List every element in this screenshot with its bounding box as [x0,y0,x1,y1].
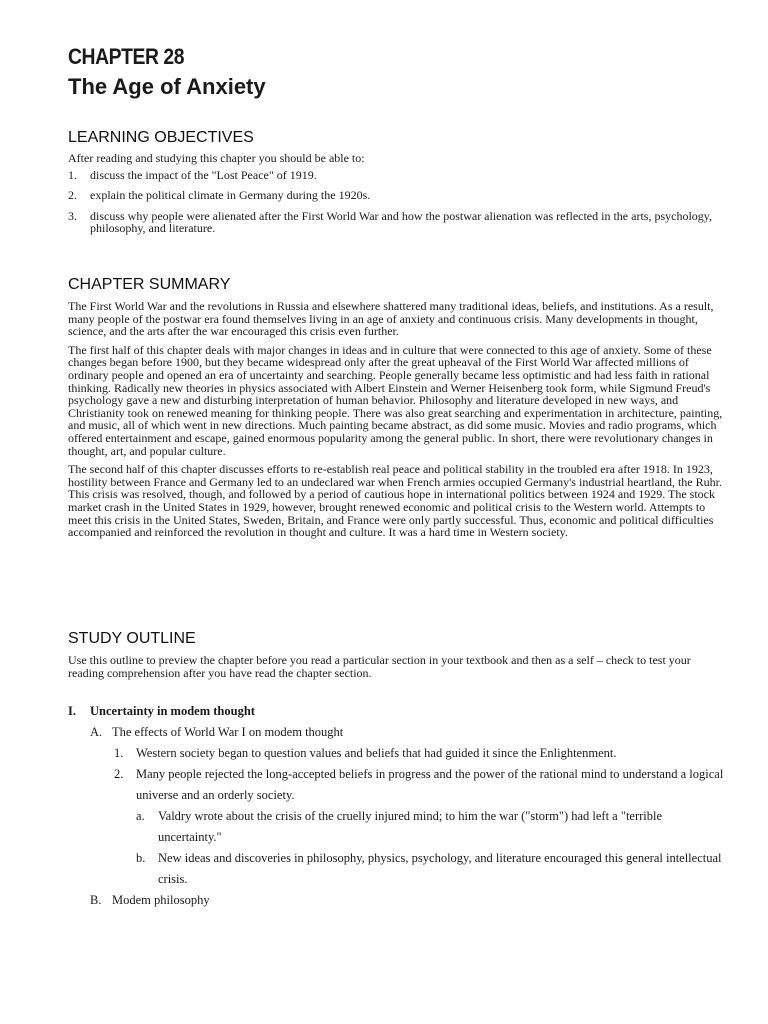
outline-list [68,701,728,911]
outline-item [68,701,728,722]
study-outline-section [68,630,728,911]
objective-number: 1. [68,167,77,182]
outline-marker: b. [136,851,146,866]
outline-item [68,764,728,806]
objective-item [68,169,728,182]
outline-text: The effects of World War I on modem thought [112,725,344,740]
outline-text: Many people rejected the long-accepted beliefs in progress and the power of the rational mind to understand a logical universe and an orderly society. [136,767,724,803]
outline-marker: B. [90,893,102,908]
outline-text: Uncertainty in modem thought [90,704,255,719]
objective-item [68,210,728,235]
chapter-label: CHAPTER 28 [68,44,185,69]
learning-objectives-heading: LEARNING OBJECTIVES [68,129,254,146]
learning-objectives-intro: After reading and studying this chapter you should be able to: [68,151,365,165]
chapter-summary-heading: CHAPTER SUMMARY [68,276,231,293]
outline-text: Modem philosophy [112,893,210,908]
study-outline-intro: Use this outline to preview the chapter before you read a particular section in your textbook and then as a self – check to test your reading comprehension after you have read the chapter section. [68,653,691,680]
objective-text: explain the political climate in Germany during the 1920s. [90,188,371,203]
outline-text: Western society began to question values and beliefs that had guided it since the Enlightenment. [136,746,617,761]
outline-item [68,743,728,764]
learning-objectives-section [68,129,728,243]
summary-paragraph: The first half of this chapter deals with major changes in ideas and in culture that were connected to this age of anxiety. Some of these changes began before 1900, but they became widespread only after the great upheaval of the First World War affected millions of ordinary people and opened an era of uncertainty and searching. People generally became less optimistic and had less faith in rational thinking. Radically new theories in physics associated with Albert Einstein and Werner Heisenberg took form, while Sigmund Freud's psychology gave a new and disturbing interpretation of human behavior. Philosophy and literature developed in new ways, and Christianity took on renewed meaning for thinking people. There was also great searching and experimentation in architecture, painting, and music, all of which went in new directions. Much painting became abstract, as did some music. Movies and radio programs, which offered entertainment and escape, gained enormous popularity among the general public. In short, there were revolutionary changes in thought, art, and popular culture. [68,342,723,458]
chapter-summary-section [68,276,728,539]
objectives-list [68,169,728,235]
chapter-title: The Age of Anxiety [68,74,266,99]
outline-text: New ideas and discoveries in philosophy, physics, psychology, and literature encouraged this general intellectual crisis. [158,851,722,887]
objective-text: discuss why people were alienated after the First World War and how the postwar alienation was reflected in the arts, psychology, philosophy, and literature. [90,208,712,236]
outline-item [68,890,728,911]
summary-paragraph: The First World War and the revolutions in Russia and elsewhere shattered many traditional ideas, beliefs, and institutions. As a result, many people of the postwar era found themselves living in an age of anxiety and continuous crisis. Many developments in thought, science, and the arts after the war encouraged this crisis even further. [68,299,714,339]
objective-number: 3. [68,208,77,223]
outline-text: Valdry wrote about the crisis of the cruelly injured mind; to him the war ("storm") had left a "terrible uncertainty." [158,809,663,845]
objective-item [68,189,728,202]
outline-marker: 2. [114,767,124,782]
outline-marker: A. [90,725,103,740]
outline-marker: I. [68,704,76,719]
objective-number: 2. [68,188,77,203]
study-outline-heading: STUDY OUTLINE [68,630,196,647]
outline-item [68,806,728,848]
outline-item [68,722,728,743]
outline-item [68,848,728,890]
summary-paragraph: The second half of this chapter discusses efforts to re-establish real peace and political stability in the troubled era after 1918. In 1923, hostility between France and Germany led to an undeclared war when French armies occupied Germany's industrial heartland, the Ruhr. This crisis was resolved, though, and followed by a period of cautious hope in international politics between 1924 and 1929. The stock market crash in the United States in 1929, however, brought renewed economic and political crisis to the Western world. Attempts to meet this crisis in the United States, Sweden, Britain, and France were only partly successful. Thus, economic and political difficulties accompanied and reinforced the revolution in thought and culture. It was a hard time in Western society. [68,462,722,540]
outline-marker: a. [136,809,145,824]
outline-marker: 1. [114,746,124,761]
objective-text: discuss the impact of the "Lost Peace" of 1919. [90,167,317,182]
